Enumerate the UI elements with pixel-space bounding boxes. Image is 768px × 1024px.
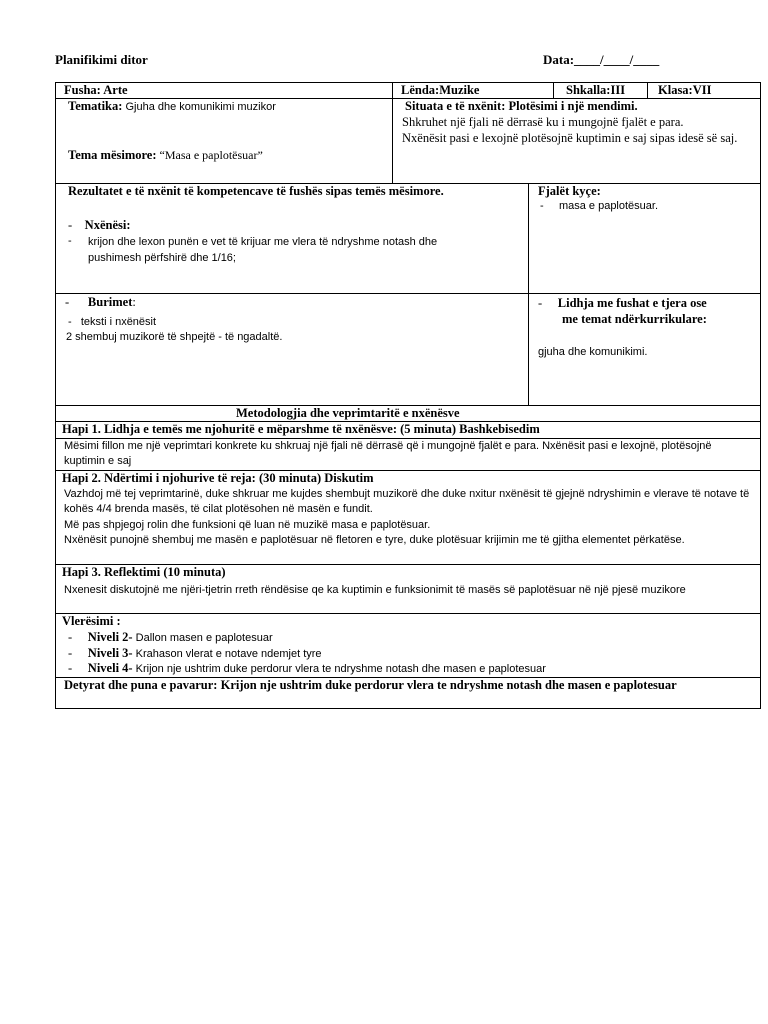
level-text: Krijon nje ushtrim duke perdorur vlera te ndryshme notash dhe masen e paplotesuar <box>132 663 546 675</box>
rezultatet-title: Rezultatet e të nxënit të kompetencave të fushës sipas temës mësimore. <box>68 184 444 198</box>
hapi3-text: Nxenesit diskutojnë me njëri-tjetrin rreth rëndësise qe ka kuptimin e funksionimit të masës së paplotësuar në një pjesë muzikore <box>64 584 686 596</box>
level-label: Niveli 4- <box>87 661 133 675</box>
burimet-label: Burimet <box>87 295 133 309</box>
hapi1-text: Mësimi fillon me një veprimtari konkrete ku shkruaj një fjali në dërrasë që i mungojnë fjalët e para. Nxënësit pasi e lexojnë, plotësojnë kuptimin e saj <box>64 440 712 467</box>
vleresimi-level: - Niveli 3- Krahason vlerat e notave ndemjet tyre <box>68 646 322 660</box>
nxenesi-heading: - Nxënësi: <box>68 218 131 232</box>
nxenesi-label: Nxënësi: <box>84 218 131 232</box>
burimet-colon: : <box>132 295 136 309</box>
lidhja-value: gjuha dhe komunikimi. <box>538 346 648 358</box>
divider <box>55 613 760 614</box>
klasa-label: Klasa:VII <box>658 83 712 97</box>
vleresimi-level: - Niveli 2- Dallon masen e paplotesuar <box>68 630 273 644</box>
lidhja-heading: - Lidhja me fushat e tjera ose <box>538 296 707 310</box>
lidhja-title-2: me temat ndërkurrikulare: <box>562 312 707 326</box>
level-text: Krahason vlerat e notave ndemjet tyre <box>132 648 322 660</box>
level-label: Niveli 2- <box>87 630 133 644</box>
fjalet-item-text: masa e paplotësuar. <box>558 200 659 212</box>
hapi2-text-3: Nxënësit punojnë shembuj me masën e paplotësuar në fletoren e tyre, duke plotësuar krijimin me të gjitha elementet përkatëse. <box>64 534 685 546</box>
tematika-label: Tematika: <box>68 99 123 113</box>
vleresimi-title: Vlerësimi : <box>62 614 121 628</box>
fjalet-title: Fjalët kyçe: <box>538 184 601 198</box>
divider <box>553 82 554 98</box>
date-field: Data:____/____/____ <box>543 52 660 67</box>
hapi1-title: Hapi 1. Lidhja e temës me njohuritë e mëparshme të nxënësve: (5 minuta) Bashkebisedim <box>62 422 540 436</box>
metodologjia-title: Metodologjia dhe veprimtaritë e nxënësve <box>236 406 460 420</box>
divider <box>392 82 393 183</box>
hapi2-title: Hapi 2. Ndërtimi i njohurive të reja: (30 minuta) Diskutim <box>62 471 374 485</box>
rezultatet-item-1: krijon dhe lexon punën e vet të krijuar me vlera të ndryshme notash dhe pushimesh përfshirë dhe 1/16; <box>88 236 438 264</box>
burimet-item-2: 2 shembuj muzikorë të shpejtë - të ngadaltë. <box>66 331 283 343</box>
divider <box>528 183 529 405</box>
divider <box>55 293 760 294</box>
tema-label: Tema mësimore: <box>68 148 157 162</box>
hapi2-text-1: Vazhdoj më tej veprimtarinë, duke shkruar me kujdes shembujt muzikorë dhe duke nxitur nxënësit të gjejnë ndryshimin e vlerave të notave të kohës 4/4 brenda masës, të cilat plotësohen në masën e fundit. <box>64 488 750 515</box>
lidhja-title-1: Lidhja me fushat e tjera ose <box>557 296 707 310</box>
hapi3-title: Hapi 3. Reflektimi (10 minuta) <box>62 565 226 579</box>
hapi2-text-2: Më pas shpjegoj rolin dhe funksioni që luan në muzikë masa e paplotësuar. <box>64 519 431 531</box>
situata-text-1: Shkruhet një fjali në dërrasë ku i mungojnë fjalët e para. <box>402 115 684 129</box>
tema-mesimore <box>68 148 263 163</box>
shkalla-label: Shkalla:III <box>566 83 626 97</box>
level-label: Niveli 3- <box>87 646 133 660</box>
situata-text-2: Nxënësit pasi e lexojnë plotësojnë kuptimin e saj sipas idesë së saj. <box>402 131 738 145</box>
situata-label: Situata e të nxënit <box>405 99 502 113</box>
burimet-item-1: - teksti i nxënësit <box>68 316 157 328</box>
tema-value: “Masa e paplotësuar” <box>156 148 263 162</box>
situata <box>405 99 638 114</box>
fjalet-item-1: - masa e paplotësuar. <box>540 200 659 212</box>
plan-table <box>55 82 761 709</box>
lenda-label: Lënda:Muzike <box>401 83 480 97</box>
tematika <box>68 99 276 115</box>
tematika-value: Gjuha dhe komunikimi muzikor <box>122 101 276 113</box>
page-title: Planifikimi ditor <box>55 52 148 67</box>
fusha-label: Fusha: Arte <box>64 83 128 97</box>
burimet-item-1-text: teksti i nxënësit <box>80 316 157 328</box>
burimet-heading: - Burimet: <box>65 295 136 309</box>
divider <box>647 82 648 98</box>
bullet-dash: - <box>68 235 72 247</box>
level-text: Dallon masen e paplotesuar <box>132 632 273 644</box>
situata-title: : Plotësimi i një mendimi. <box>501 99 638 113</box>
vleresimi-level: - Niveli 4- Krijon nje ushtrim duke perdorur vlera te ndryshme notash dhe masen e paplotesuar <box>68 661 546 675</box>
detyrat-text: Detyrat dhe puna e pavarur: Krijon nje ushtrim duke perdorur vlera te ndryshme notash dhe masen e paplotesuar <box>64 678 677 692</box>
